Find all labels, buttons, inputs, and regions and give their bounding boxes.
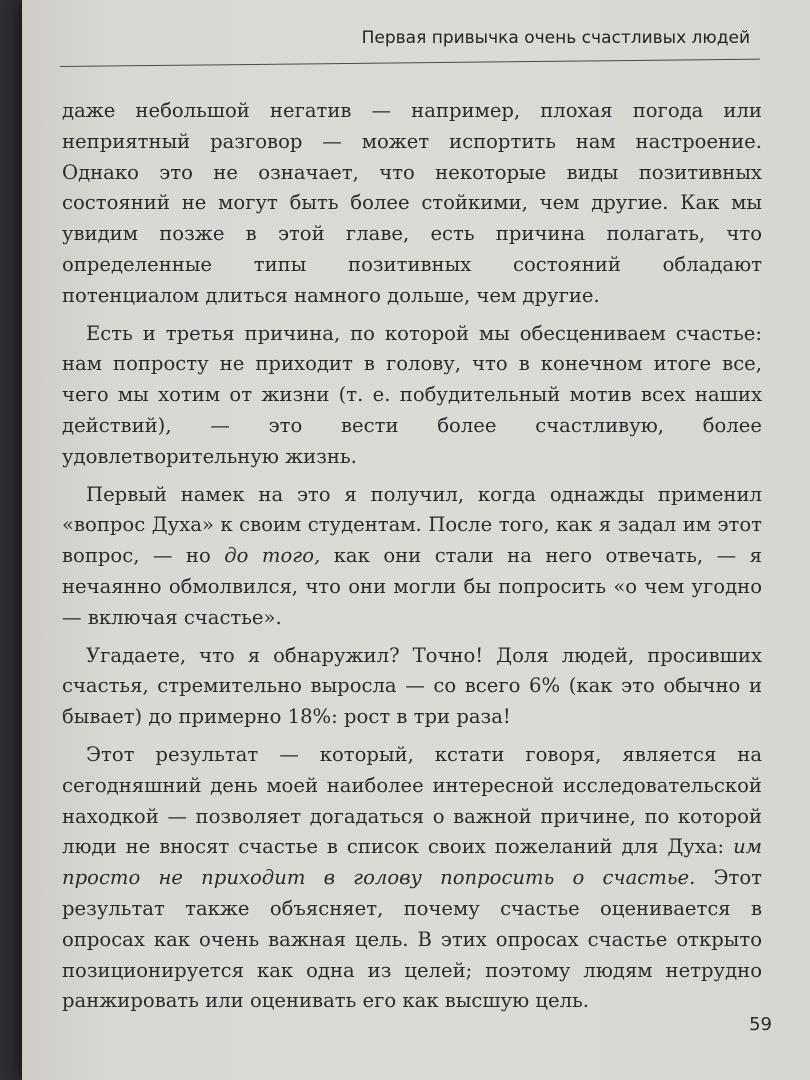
- paragraph-5-text-end: Этот результат также объясняет, почему счастье оценивается в опросах как очень важная цель. В этих опросах счастье открыто позиционируется как одна из целей; поэтому людям нетрудно ранжировать или оценивать его как высшую цель.: [62, 866, 762, 1013]
- paragraph-4-text: Угадаете, что я обнаружил? Точно! Доля людей, просивших счастья, стремительно выросла — со всего 6% (как это обычно и бывает) до примерно 18%: рост в три раза!: [62, 643, 762, 729]
- paragraph-2-text: Есть и третья причина, по которой мы обесцениваем счастье: нам попросту не приходит в голову, что в конечном итоге все, чего мы хотим от жизни (т. е. побудительный мотив всех наших действий), — это вести более счастливую, более удовлетворительную жизнь.: [62, 321, 762, 468]
- book-page: [22, 0, 810, 1080]
- paragraph-5: [62, 740, 762, 1017]
- running-head: Первая привычка очень счастливых людей: [361, 28, 750, 48]
- paragraph-5-text-start: Этот результат — который, кстати говоря, является на сегодняшний день моей наиболее интересной исследовательской находкой — позволяет догадаться о важной причине, по которой люди не вносят счастье в список своих пожеланий для Духа:: [62, 742, 762, 859]
- paragraph-1: [62, 96, 762, 312]
- page-number: 59: [749, 1014, 772, 1035]
- paragraph-5-emphasis: им просто не приходит в голову попросить о счастье.: [62, 835, 762, 890]
- paragraph-3-text-end: как они стали на него отвечать, — я нечаянно обмолвился, что они могли бы попросить «о чем угодно — включая счастье».: [62, 544, 763, 629]
- paragraph-1-text: даже небольшой негатив — например, плохая погода или неприятный разговор — может испортить нам настроение. Однако это не означает, что некоторые виды позитивных состояний не могут быть более стойкими, чем другие. Как мы увидим позже в этой главе, есть причина полагать, что определенные типы позитивных состояний обладают потенциалом длиться намного дольше, чем другие.: [62, 99, 762, 307]
- body-text: [62, 96, 762, 1024]
- paragraph-3: [62, 480, 762, 634]
- paragraph-4: [62, 641, 762, 733]
- header-rule: [60, 59, 760, 67]
- paragraph-2: [62, 319, 762, 473]
- paragraph-3-text-start: Первый намек на это я получил, когда однажды применил «вопрос Духа» к своим студентам. После того, как я задал им этот вопрос, — но: [62, 482, 762, 568]
- paragraph-3-emphasis: до того,: [224, 544, 321, 568]
